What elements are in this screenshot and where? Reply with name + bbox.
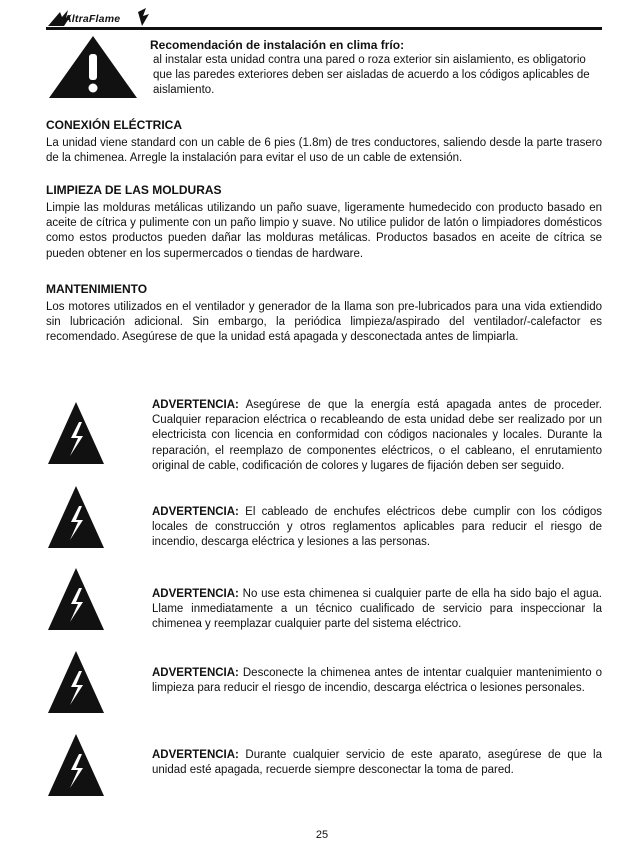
cold-climate-recommendation [150, 38, 590, 99]
electric-shock-icon [46, 400, 106, 466]
electric-shock-icon [46, 732, 106, 798]
warning-text: El cableado de enchufes eléctricos debe cumplir con los códigos locales de construcción y otros reglamentos aplicables para reducir el riesgo de incendio, descarga eléctrica y lesiones a las personas. [152, 506, 602, 549]
warning-label: ADVERTENCIA: [152, 588, 239, 600]
warning-4 [152, 666, 602, 696]
warning-text: Durante cualquier servicio de este aparato, asegúrese de que la unidad esté apagada, recuerde siempre desconectar la toma de pared. [152, 749, 602, 777]
warning-text: No use esta chimenea si cualquier parte de ella ha sido bajo el agua. Llame inmediatamente a un técnico cualificado de servicio para inspeccionar la chimenea y reemplazar cualquier parte del sistema eléctrico. [152, 588, 602, 631]
section-text: La unidad viene standard con un cable de 6 pies (1.8m) de tres conductores, saliendo desde la parte trasero de la chimenea. Arregle la instalación para evitar el uso de un cable de extensión. [46, 137, 602, 165]
warning-label: ADVERTENCIA: [152, 399, 239, 411]
warning-3 [152, 587, 602, 633]
header-rule [46, 27, 602, 30]
section-maintenance [46, 282, 602, 346]
section-electrical-connection [46, 118, 602, 166]
brand-logo [46, 8, 150, 28]
warning-label: ADVERTENCIA: [152, 749, 239, 761]
warning-5 [152, 748, 602, 778]
warning-text: Desconecte la chimenea antes de intentar cualquier mantenimiento o limpieza para reducir el riesgo de incendio, descarga eléctrica o lesiones personales. [152, 667, 602, 695]
electric-shock-icon [46, 566, 106, 632]
intro-text: al instalar esta unidad contra una pared o roza exterior sin aislamiento, es obligatorio que las paredes exteriores deben ser aisladas de acuerdo a los códigos aplicables de aislamiento. [153, 54, 590, 97]
page-number: 25 [315, 829, 329, 841]
intro-title: Recomendación de instalación en clima frío: [150, 38, 405, 52]
warning-label: ADVERTENCIA: [152, 506, 239, 518]
electric-shock-icon [46, 484, 106, 550]
section-molding-cleaning [46, 183, 602, 262]
warning-text: Asegúrese de que la energía está apagada antes de proceder. Cualquier reparacion eléctrica o recableando de esta unidad debe ser realizado por un electricista con licencia en conformidad con códigos nacionales y locales. Durante la reparación, el reemplazo de componentes eléctricos, o el cableano, el enrutamiento original de cable, codificación de colores y lugares de fijación deben ser seguido. [152, 399, 602, 472]
section-text: Limpie las molduras metálicas utilizando un paño suave, ligeramente humedecido con producto basado en aceite de cítrica y pulimente con un paño limpio y suave. No utilice pulidor de latón o limpiadores domésticos como estos productos pueden dañar las molduras metálicas. Productos basados en aceite de cítrica se pueden obtener en los supermercados o tiendas de hardware. [46, 202, 602, 260]
warning-label: ADVERTENCIA: [152, 667, 239, 679]
section-title: LIMPIEZA DE LAS MOLDURAS [46, 183, 222, 197]
warning-2 [152, 505, 602, 551]
brand-name: AltraFlame [64, 13, 121, 25]
section-title: MANTENIMIENTO [46, 282, 148, 296]
electric-shock-icon [46, 649, 106, 715]
section-text: Los motores utilizados en el ventilador y generador de la llama son pre-lubricados para una vida extiendido sin lubricación adicional. Sin embargo, la periódica limpieza/aspirado del ventilador/-calefactor es recomendado. Asegúrese de que la unidad está apagada y desconectada antes de limpiarla. [46, 301, 602, 344]
section-title: CONEXIÓN ELÉCTRICA [46, 118, 183, 132]
warning-1 [152, 398, 602, 474]
caution-icon [47, 34, 139, 100]
